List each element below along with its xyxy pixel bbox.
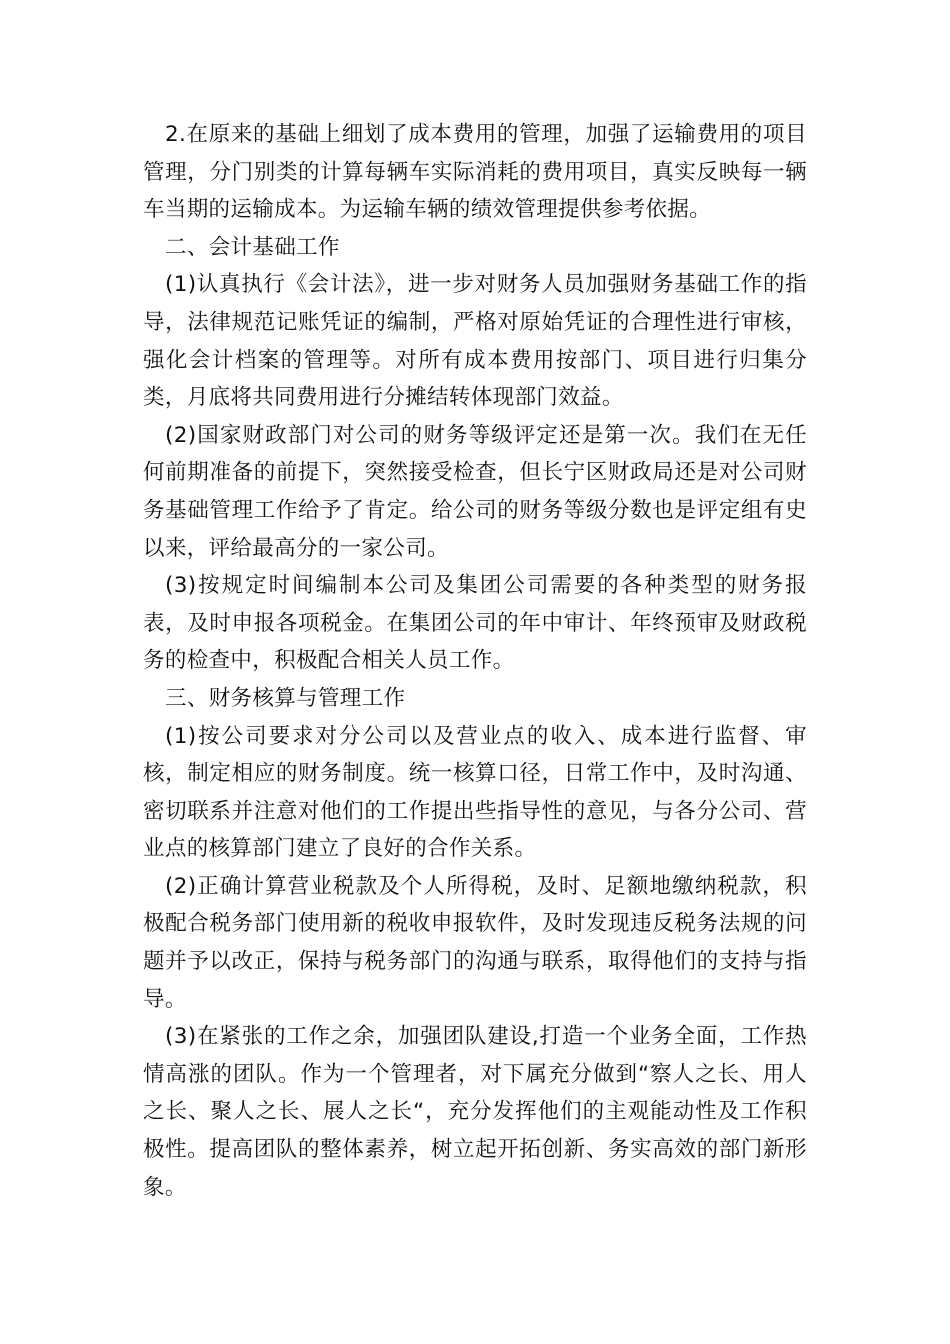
paragraph-branch-supervision: (1)按公司要求对分公司以及营业点的收入、成本进行监督、审核，制定相应的财务制度。统一核算口径，日常工作中，及时沟通、密切联系并注意对他们的工作提出些指导性的意见，与各分公司、营业点的核算部门建立了良好的合作关系。	[143, 723, 807, 862]
paragraph-accounting-law: (1)认真执行《会计法》，进一步对财务人员加强财务基础工作的指导，法律规范记账凭证的编制，严格对原始凭证的合理性进行审核，强化会计档案的管理等。对所有成本费用按部门、项目进行归集分类，月底将共同费用进行分摊结转体现部门效益。	[143, 272, 807, 411]
paragraph-team-building: (3)在紧张的工作之余，加强团队建设,打造一个业务全面，工作热情高涨的团队。作为一个管理者，对下属充分做到“察人之长、用人之长、聚人之长、展人之长“，充分发挥他们的主观能动性及工作积极性。提高团队的整体素养，树立起开拓创新、务实高效的部门新形象。	[143, 1024, 807, 1200]
paragraph-cost-management: 2.在原来的基础上细划了成本费用的管理，加强了运输费用的项目管理，分门别类的计算每辆车实际消耗的费用项目，真实反映每一辆车当期的运输成本。为运输车辆的绩效管理提供参考依据。	[143, 122, 807, 223]
paragraph-financial-reports: (3)按规定时间编制本公司及集团公司需要的各种类型的财务报表，及时申报各项税金。在集团公司的年中审计、年终预审及财政税务的检查中，积极配合相关人员工作。	[143, 573, 807, 674]
document-body	[143, 116, 807, 1206]
section-heading-financial-accounting: 三、财务核算与管理工作	[165, 685, 406, 711]
paragraph-financial-rating: (2)国家财政部门对公司的财务等级评定还是第一次。我们在无任何前期准备的前提下，突然接受检查，但长宁区财政局还是对公司财务基础管理工作给予了肯定。给公司的财务等级分数也是评定组有史以来，评给最高分的一家公司。	[143, 422, 807, 561]
section-heading-accounting-basics: 二、会计基础工作	[165, 234, 340, 260]
paragraph-tax-payment: (2)正确计算营业税款及个人所得税，及时、足额地缴纳税款，积极配合税务部门使用新的税收申报软件，及时发现违反税务法规的问题并予以改正，保持与税务部门的沟通与联系，取得他们的支持与指导。	[143, 873, 807, 1012]
